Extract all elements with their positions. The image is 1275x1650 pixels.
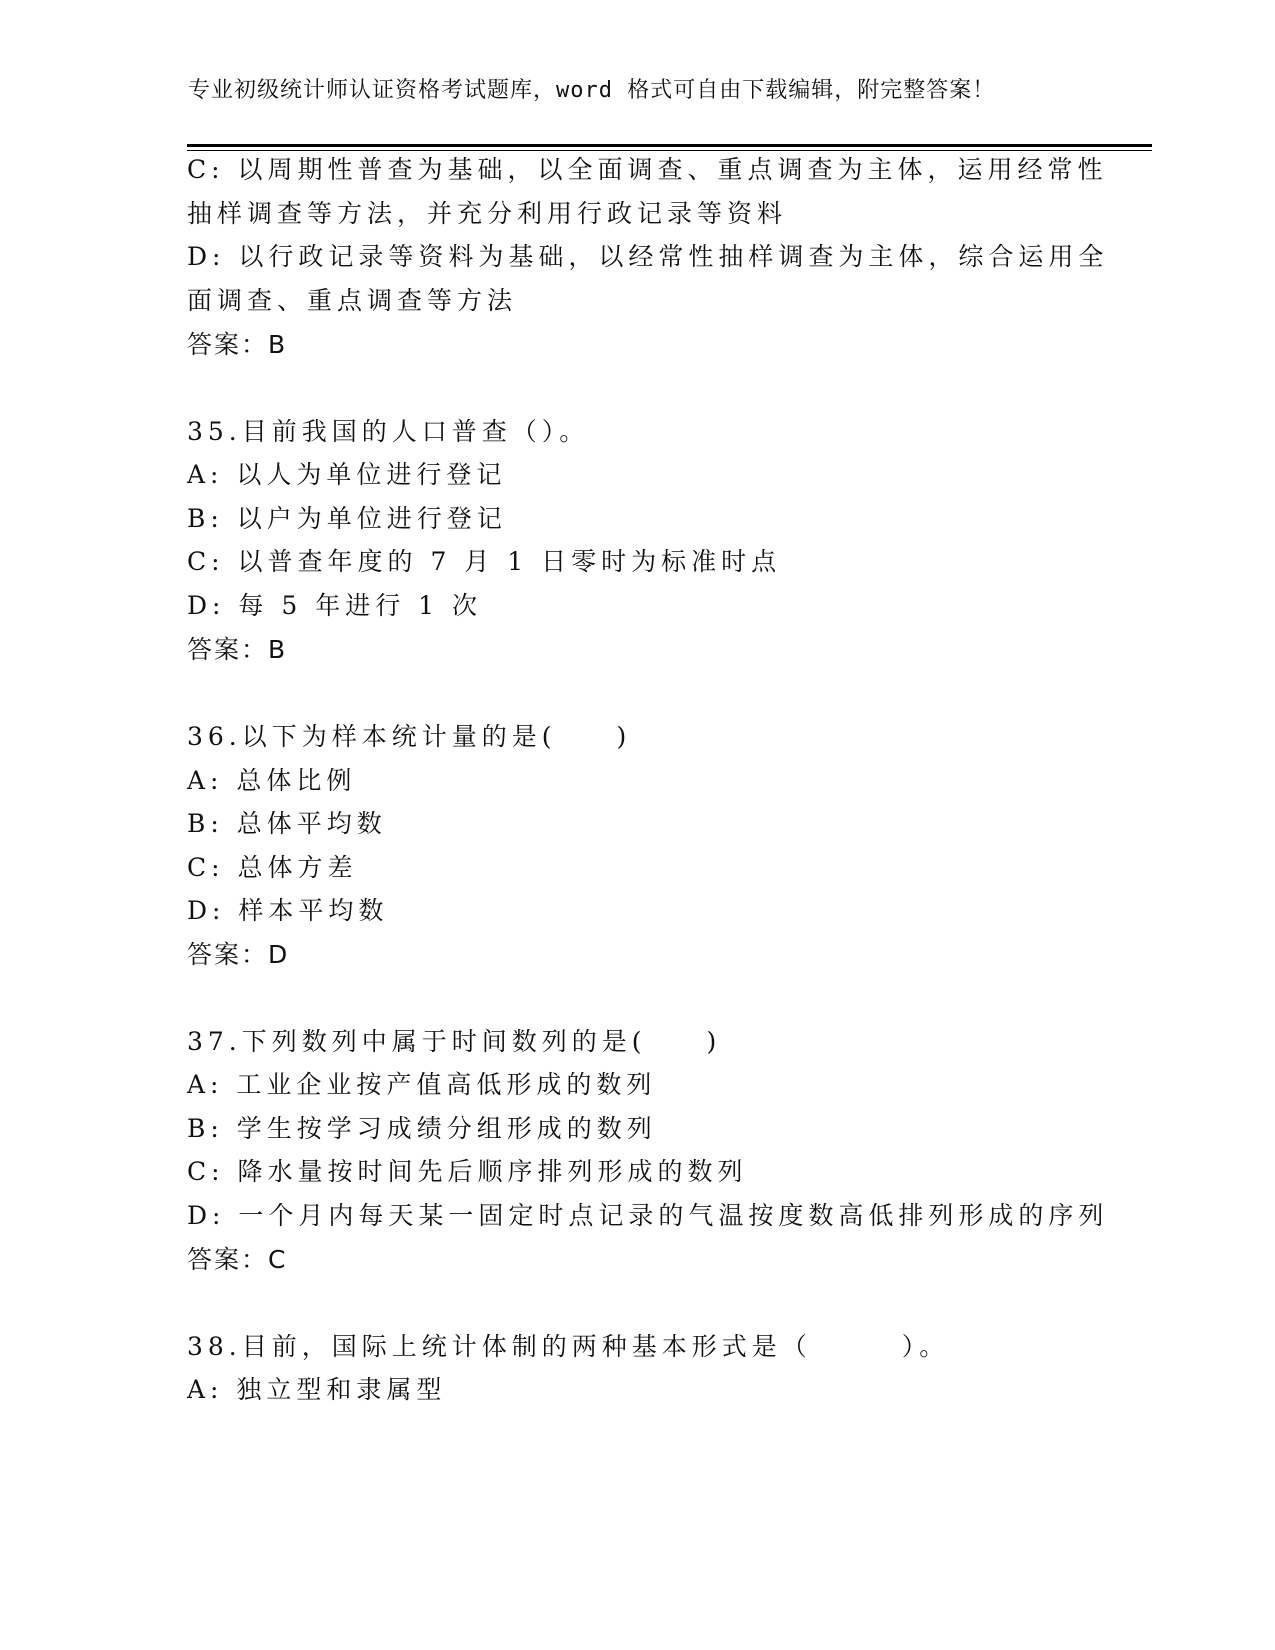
question-38-option-a: A: 独立型和隶属型 [187,1375,447,1404]
question-36-answer: 答案：D [187,940,290,969]
prev-option-d-line2: 面调查、重点调查等方法 [187,286,518,315]
prev-option-c-line1: C: 以周期性普查为基础，以全面调查、重点调查为主体，运用经常性 [187,155,1108,184]
question-36-option-d: D: 样本平均数 [187,896,389,925]
prev-answer: 答案：B [187,330,288,359]
prev-option-c-line2: 抽样调查等方法，并充分利用行政记录等资料 [187,199,788,228]
question-35-answer: 答案：B [187,635,288,664]
header-rule-thick [187,144,1152,147]
question-35-option-c: C: 以普查年度的 7 月 1 日零时为标准时点 [187,547,782,576]
question-37-option-a: A: 工业企业按产值高低形成的数列 [187,1070,657,1099]
page-header: 专业初级统计师认证资格考试题库，word 格式可自由下载编辑，附完整答案！ [188,78,996,103]
question-36-stem: 36.以下为样本统计量的是( ) [187,722,632,751]
question-36-option-a: A: 总体比例 [187,766,357,795]
question-36-option-c: C: 总体方差 [187,853,358,882]
question-35-stem: 35.目前我国的人口普查（）。 [187,417,590,446]
header-rule-thin [187,150,1152,151]
question-35-option-a: A: 以人为单位进行登记 [187,460,507,489]
question-38-stem: 38.目前，国际上统计体制的两种基本形式是（ ）。 [187,1332,950,1361]
question-37-stem: 37.下列数列中属于时间数列的是( ) [187,1027,722,1056]
question-37-option-b: B: 学生按学习成绩分组形成的数列 [187,1114,657,1143]
question-37-answer: 答案：C [187,1245,288,1274]
question-35-option-b: B: 以户为单位进行登记 [187,504,507,533]
prev-option-d-line1: D: 以行政记录等资料为基础，以经常性抽样调查为主体，综合运用全 [187,242,1109,271]
question-37-option-c: C: 降水量按时间先后顺序排列形成的数列 [187,1157,748,1186]
question-36-option-b: B: 总体平均数 [187,809,387,838]
question-37-option-d: D: 一个月内每天某一固定时点记录的气温按度数高低排列形成的序列 [187,1201,1109,1230]
question-35-option-d: D: 每 5 年进行 1 次 [187,591,483,620]
